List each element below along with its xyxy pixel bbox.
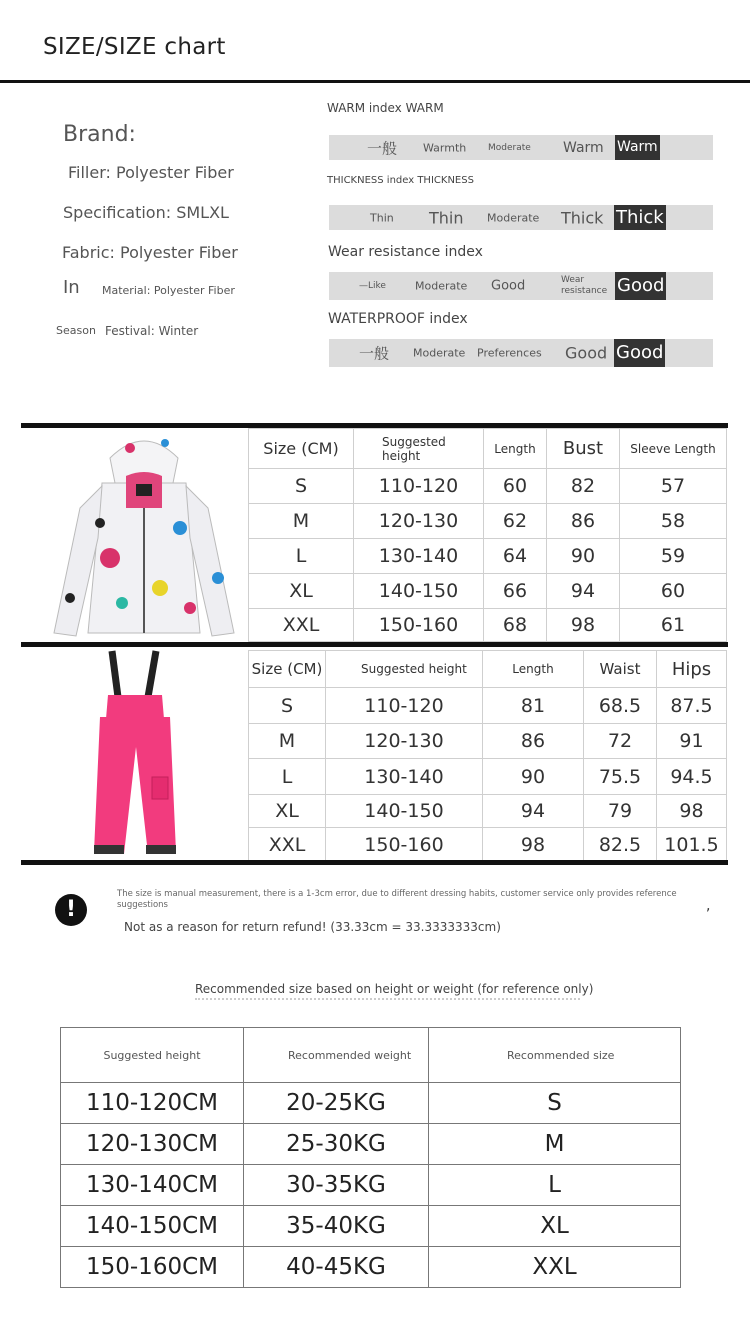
specification-label: Specification: SMLXL — [63, 203, 229, 222]
table-row — [249, 539, 727, 574]
pants-cell-length: 86 — [483, 724, 584, 759]
wear-selected: Good — [615, 272, 666, 300]
jacket-cell-bust: 94 — [547, 574, 620, 609]
jacket-cell-bust: 90 — [547, 539, 620, 574]
wear-option-1: —Like — [359, 281, 386, 291]
thickness-selected: Thick — [616, 207, 664, 228]
jacket-photo — [40, 428, 248, 642]
warm-index-bar — [329, 135, 713, 160]
table-row — [249, 574, 727, 609]
jacket-cell-length: 60 — [484, 469, 547, 504]
recommend-header-height: Suggested height — [61, 1028, 244, 1083]
table-row — [249, 469, 727, 504]
pants-header-height: Suggested height — [326, 651, 483, 688]
pants-cell-length: 81 — [483, 688, 584, 724]
jacket-cell-height: 120-130 — [354, 504, 484, 539]
pants-cell-height: 130-140 — [326, 759, 483, 795]
jacket-cell-length: 64 — [484, 539, 547, 574]
jacket-cell-sleeve: 59 — [620, 539, 727, 574]
page-title: SIZE/SIZE chart — [43, 34, 226, 60]
warm-option-3: Moderate — [488, 142, 531, 153]
pants-cell-hips: 98 — [657, 795, 727, 828]
jacket-illustration — [40, 428, 248, 642]
table-row — [61, 1247, 681, 1288]
pants-header-hips: Hips — [657, 651, 727, 688]
recommend-cell-size: L — [429, 1165, 681, 1206]
recommend-cell-size: XXL — [429, 1247, 681, 1288]
thickness-index-bar — [329, 205, 713, 230]
jacket-cell-height: 130-140 — [354, 539, 484, 574]
wear-option-4: Wear resistance — [561, 275, 608, 296]
pants-cell-size: XL — [249, 795, 326, 828]
pants-cell-hips: 94.5 — [657, 759, 727, 795]
recommend-cell-height: 120-130CM — [61, 1124, 244, 1165]
pants-cell-hips: 91 — [657, 724, 727, 759]
warm-option-1: 一般 — [367, 139, 398, 157]
table-row — [249, 795, 727, 828]
table-row — [61, 1124, 681, 1165]
recommend-header-weight: Recommended weight — [244, 1028, 429, 1083]
recommend-cell-weight: 25-30KG — [244, 1124, 429, 1165]
table-row — [61, 1206, 681, 1247]
recommend-cell-height: 110-120CM — [61, 1083, 244, 1124]
season-label: Season — [56, 324, 96, 337]
pants-cell-height: 110-120 — [326, 688, 483, 724]
material-label: Material: Polyester Fiber — [102, 284, 235, 297]
pants-cell-height: 140-150 — [326, 795, 483, 828]
pants-cell-waist: 82.5 — [584, 828, 657, 862]
pants-cell-waist: 75.5 — [584, 759, 657, 795]
waterproof-option-4: Good — [565, 343, 608, 363]
pants-header-length: Length — [483, 651, 584, 688]
jacket-cell-sleeve: 57 — [620, 469, 727, 504]
table-row — [249, 724, 727, 759]
pants-header-row — [249, 651, 727, 688]
thickness-index-title: THICKNESS index THICKNESS — [327, 175, 474, 186]
jacket-cell-height: 110-120 — [354, 469, 484, 504]
recommend-cell-height: 140-150CM — [61, 1206, 244, 1247]
table-row — [61, 1083, 681, 1124]
jacket-cell-bust: 82 — [547, 469, 620, 504]
brand-label: Brand: — [63, 122, 136, 147]
title-divider — [0, 80, 750, 83]
pants-illustration — [60, 647, 210, 859]
fabric-label: Fabric: Polyester Fiber — [62, 243, 238, 262]
recommend-title: Recommended size based on height or weight (for reference only) — [195, 982, 594, 996]
table-row — [249, 504, 727, 539]
pants-cell-height: 120-130 — [326, 724, 483, 759]
wear-option-2: Moderate — [415, 279, 468, 293]
waterproof-selected: Good — [614, 339, 665, 367]
recommend-cell-height: 130-140CM — [61, 1165, 244, 1206]
recommend-header-size: Recommended size — [429, 1028, 681, 1083]
thickness-option-3: Moderate — [487, 211, 540, 224]
recommend-cell-size: XL — [429, 1206, 681, 1247]
jacket-header-sleeve: Sleeve Length — [620, 429, 727, 469]
jacket-header-size: Size (CM) — [249, 429, 354, 469]
jacket-header-row — [249, 429, 727, 469]
jacket-cell-sleeve: 61 — [620, 609, 727, 642]
jacket-cell-height: 140-150 — [354, 574, 484, 609]
recommend-header-row — [61, 1028, 681, 1083]
refund-note: Not as a reason for return refund! (33.33cm = 33.3333333cm) — [124, 920, 501, 934]
recommend-cell-weight: 40-45KG — [244, 1247, 429, 1288]
pants-cell-waist: 68.5 — [584, 688, 657, 724]
thickness-option-4: Thick — [561, 208, 604, 227]
jacket-cell-size: XL — [249, 574, 354, 609]
recommend-cell-height: 150-160CM — [61, 1247, 244, 1288]
pants-size-table — [248, 650, 727, 862]
table-row — [249, 828, 727, 862]
pants-header-waist: Waist — [584, 651, 657, 688]
recommend-cell-weight: 35-40KG — [244, 1206, 429, 1247]
waterproof-option-1: 一般 — [359, 344, 390, 363]
jacket-cell-size: S — [249, 469, 354, 504]
table-row — [61, 1165, 681, 1206]
pants-cell-size: M — [249, 724, 326, 759]
pants-cell-length: 94 — [483, 795, 584, 828]
exclamation-icon: ! — [55, 894, 87, 926]
jacket-cell-length: 62 — [484, 504, 547, 539]
recommend-table — [60, 1027, 681, 1288]
jacket-size-table — [248, 428, 727, 642]
filler-label: Filler: Polyester Fiber — [68, 163, 234, 182]
measurement-note: The size is manual measurement, there is a 1-3cm error, due to different dressing habits, customer service only provides reference suggestions — [117, 889, 677, 910]
warm-option-4: Warm — [563, 139, 604, 156]
pants-photo — [60, 647, 210, 859]
pants-cell-hips: 87.5 — [657, 688, 727, 724]
pants-cell-length: 90 — [483, 759, 584, 795]
recommend-title-divider — [195, 998, 580, 1000]
jacket-cell-sleeve: 58 — [620, 504, 727, 539]
pants-cell-waist: 72 — [584, 724, 657, 759]
table-row — [249, 759, 727, 795]
trailing-mark: , — [706, 898, 711, 914]
jacket-header-length: Length — [484, 429, 547, 469]
pants-cell-waist: 79 — [584, 795, 657, 828]
waterproof-index-bar — [329, 339, 713, 367]
wear-index-title: Wear resistance index — [328, 244, 483, 260]
recommend-cell-weight: 20-25KG — [244, 1083, 429, 1124]
warm-option-2: Warmth — [423, 141, 467, 154]
pants-cell-hips: 101.5 — [657, 828, 727, 862]
jacket-cell-sleeve: 60 — [620, 574, 727, 609]
thickness-option-1: Thin — [370, 211, 394, 224]
jacket-cell-size: M — [249, 504, 354, 539]
recommend-cell-weight: 30-35KG — [244, 1165, 429, 1206]
table-row — [249, 688, 727, 724]
table-row — [249, 609, 727, 642]
recommend-cell-size: M — [429, 1124, 681, 1165]
waterproof-option-2: Moderate — [413, 346, 466, 360]
wear-index-bar — [329, 272, 713, 300]
wear-option-3: Good — [491, 278, 526, 294]
jacket-cell-length: 68 — [484, 609, 547, 642]
jacket-cell-height: 150-160 — [354, 609, 484, 642]
jacket-cell-length: 66 — [484, 574, 547, 609]
warm-index-title: WARM index WARM — [327, 101, 444, 115]
warm-selected: Warm — [615, 135, 660, 160]
pants-cell-height: 150-160 — [326, 828, 483, 862]
recommend-cell-size: S — [429, 1083, 681, 1124]
jacket-cell-bust: 86 — [547, 504, 620, 539]
jacket-cell-size: L — [249, 539, 354, 574]
pants-bottom-rule — [21, 860, 728, 865]
pants-cell-size: XXL — [249, 828, 326, 862]
festival-label: Festival: Winter — [105, 324, 199, 338]
in-label: In — [63, 277, 80, 298]
jacket-cell-bust: 98 — [547, 609, 620, 642]
pants-cell-size: S — [249, 688, 326, 724]
pants-header-size: Size (CM) — [249, 651, 326, 688]
waterproof-option-3: Preferences — [477, 346, 542, 360]
jacket-header-bust: Bust — [547, 429, 620, 469]
jacket-header-height: Suggested height — [354, 429, 484, 469]
thickness-option-2: Thin — [429, 208, 464, 227]
pants-cell-size: L — [249, 759, 326, 795]
pants-cell-length: 98 — [483, 828, 584, 862]
waterproof-index-title: WATERPROOF index — [328, 311, 468, 327]
jacket-cell-size: XXL — [249, 609, 354, 642]
